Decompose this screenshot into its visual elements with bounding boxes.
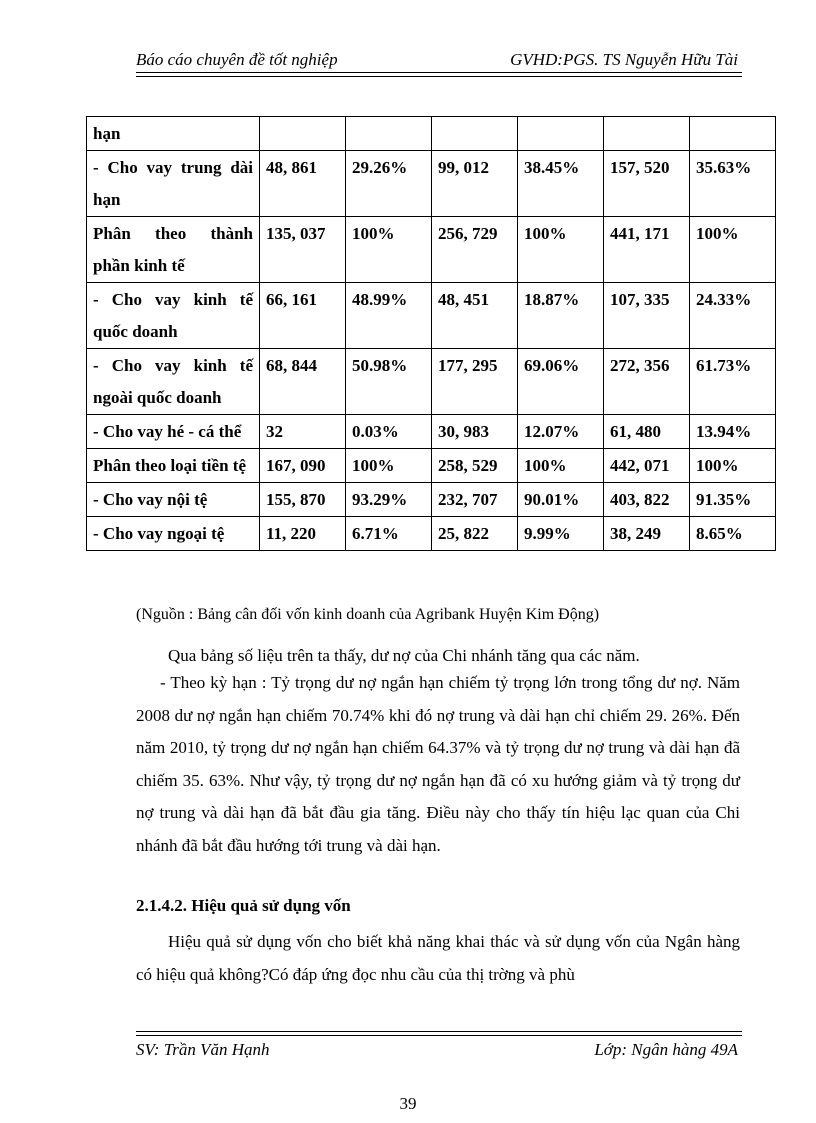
table-row	[87, 217, 776, 283]
row-label: - Cho vay nội tệ	[87, 483, 260, 517]
paragraph-efficiency: Hiệu quả sử dụng vốn cho biết khả năng khai thác và sử dụng vốn của Ngân hàng có hiệu quả không?Có đáp ứng đọc nhu cầu của thị trờng và phù	[136, 932, 740, 984]
section-heading: 2.1.4.2. Hiệu quả sử dụng vốn	[136, 896, 351, 915]
table-cell: 272, 356	[604, 349, 690, 415]
table-cell: 38.45%	[518, 151, 604, 217]
table-cell: 48, 451	[432, 283, 518, 349]
table-cell: 32	[260, 415, 346, 449]
table-cell: 35.63%	[690, 151, 776, 217]
table-cell: 258, 529	[432, 449, 518, 483]
header-rule	[136, 72, 742, 73]
row-label: - Cho vay kinh tế quốc doanh	[87, 283, 260, 349]
table-cell: 100%	[518, 217, 604, 283]
table-cell: 38, 249	[604, 517, 690, 551]
table-cell: 232, 707	[432, 483, 518, 517]
loan-structure-table	[86, 116, 776, 551]
row-label: hạn	[87, 117, 260, 151]
table-cell: 157, 520	[604, 151, 690, 217]
table-cell	[690, 117, 776, 151]
table-cell: 24.33%	[690, 283, 776, 349]
table-cell: 25, 822	[432, 517, 518, 551]
table-cell: 68, 844	[260, 349, 346, 415]
footer-rule-thin	[136, 1031, 742, 1032]
table-cell: 61.73%	[690, 349, 776, 415]
table-cell: 13.94%	[690, 415, 776, 449]
table-row	[87, 415, 776, 449]
row-label: - Cho vay kinh tế ngoài quốc doanh	[87, 349, 260, 415]
table-cell: 441, 171	[604, 217, 690, 283]
footer-class: Lớp: Ngân hàng 49A	[594, 1040, 738, 1059]
table-cell: 100%	[690, 217, 776, 283]
table-cell: 61, 480	[604, 415, 690, 449]
table-cell: 30, 983	[432, 415, 518, 449]
table-cell: 11, 220	[260, 517, 346, 551]
table-cell: 9.99%	[518, 517, 604, 551]
table-cell: 50.98%	[346, 349, 432, 415]
footer-student: SV: Trần Văn Hạnh	[136, 1040, 270, 1059]
row-label: - Cho vay trung dài hạn	[87, 151, 260, 217]
header-advisor: GVHD:PGS. TS Nguyễn Hữu Tài	[510, 50, 738, 69]
table-cell: 6.71%	[346, 517, 432, 551]
table-cell: 100%	[346, 449, 432, 483]
header-rule-thin	[136, 76, 742, 77]
table-source-note: (Nguồn : Bảng cân đối vốn kinh doanh của Agribank Huyện Kim Động)	[136, 606, 600, 623]
table-cell: 442, 071	[604, 449, 690, 483]
paragraph-summary: Qua bảng số liệu trên ta thấy, dư nợ của Chi nhánh tăng qua các năm.	[168, 646, 640, 665]
table-cell: 256, 729	[432, 217, 518, 283]
table-cell: 0.03%	[346, 415, 432, 449]
table-row	[87, 449, 776, 483]
table-cell: 100%	[690, 449, 776, 483]
table-cell: 90.01%	[518, 483, 604, 517]
table-row	[87, 349, 776, 415]
row-label: - Cho vay hé - cá thể	[87, 415, 260, 449]
table-row	[87, 283, 776, 349]
table-cell: 155, 870	[260, 483, 346, 517]
row-label: Phân theo thành phần kinh tế	[87, 217, 260, 283]
footer-rule	[136, 1035, 742, 1036]
table-cell	[604, 117, 690, 151]
header-report-title: Báo cáo chuyên đề tốt nghiệp	[136, 50, 338, 69]
table-cell: 93.29%	[346, 483, 432, 517]
row-label: - Cho vay ngoại tệ	[87, 517, 260, 551]
table-row	[87, 151, 776, 217]
page-header	[136, 50, 742, 74]
table-cell	[518, 117, 604, 151]
table-cell: 107, 335	[604, 283, 690, 349]
table-row	[87, 483, 776, 517]
table-cell: 91.35%	[690, 483, 776, 517]
table-cell: 18.87%	[518, 283, 604, 349]
table-cell: 100%	[346, 217, 432, 283]
table-cell: 66, 161	[260, 283, 346, 349]
table-cell: 69.06%	[518, 349, 604, 415]
table-cell: 135, 037	[260, 217, 346, 283]
row-label: Phân theo loại tiền tệ	[87, 449, 260, 483]
table-cell	[260, 117, 346, 151]
table-row	[87, 117, 776, 151]
table-cell: 99, 012	[432, 151, 518, 217]
table-cell: 48, 861	[260, 151, 346, 217]
table-cell: 167, 090	[260, 449, 346, 483]
table-cell: 403, 822	[604, 483, 690, 517]
table-cell	[346, 117, 432, 151]
table-cell: 100%	[518, 449, 604, 483]
table-cell: 177, 295	[432, 349, 518, 415]
table-cell: 29.26%	[346, 151, 432, 217]
table-cell	[432, 117, 518, 151]
page-number: 39	[399, 1094, 417, 1113]
table-row	[87, 517, 776, 551]
table-cell: 8.65%	[690, 517, 776, 551]
table-cell: 48.99%	[346, 283, 432, 349]
table-cell: 12.07%	[518, 415, 604, 449]
paragraph-term-analysis: - Theo kỳ hạn : Tỷ trọng dư nợ ngắn hạn chiếm tỷ trọng lớn trong tổng dư nợ. Năm 2008 dư nợ ngắn hạn chiếm 70.74% khi đó nợ trung và dài hạn chỉ chiếm 29. 26%. Đến năm 2010, tỷ trọng dư nợ ngắn hạn chiếm 64.37% và tỷ trọng dư nợ trung và dài hạn đã chiếm 35. 63%. Như vậy, tỷ trọng dư nợ ngắn hạn đã có xu hướng giảm và tỷ trọng dư nợ trung và dài hạn đã bắt đầu gia tăng. Điều này cho thấy tín hiệu lạc quan của Chi nhánh đã bắt đầu hướng tới trung và dài hạn.	[136, 673, 740, 855]
